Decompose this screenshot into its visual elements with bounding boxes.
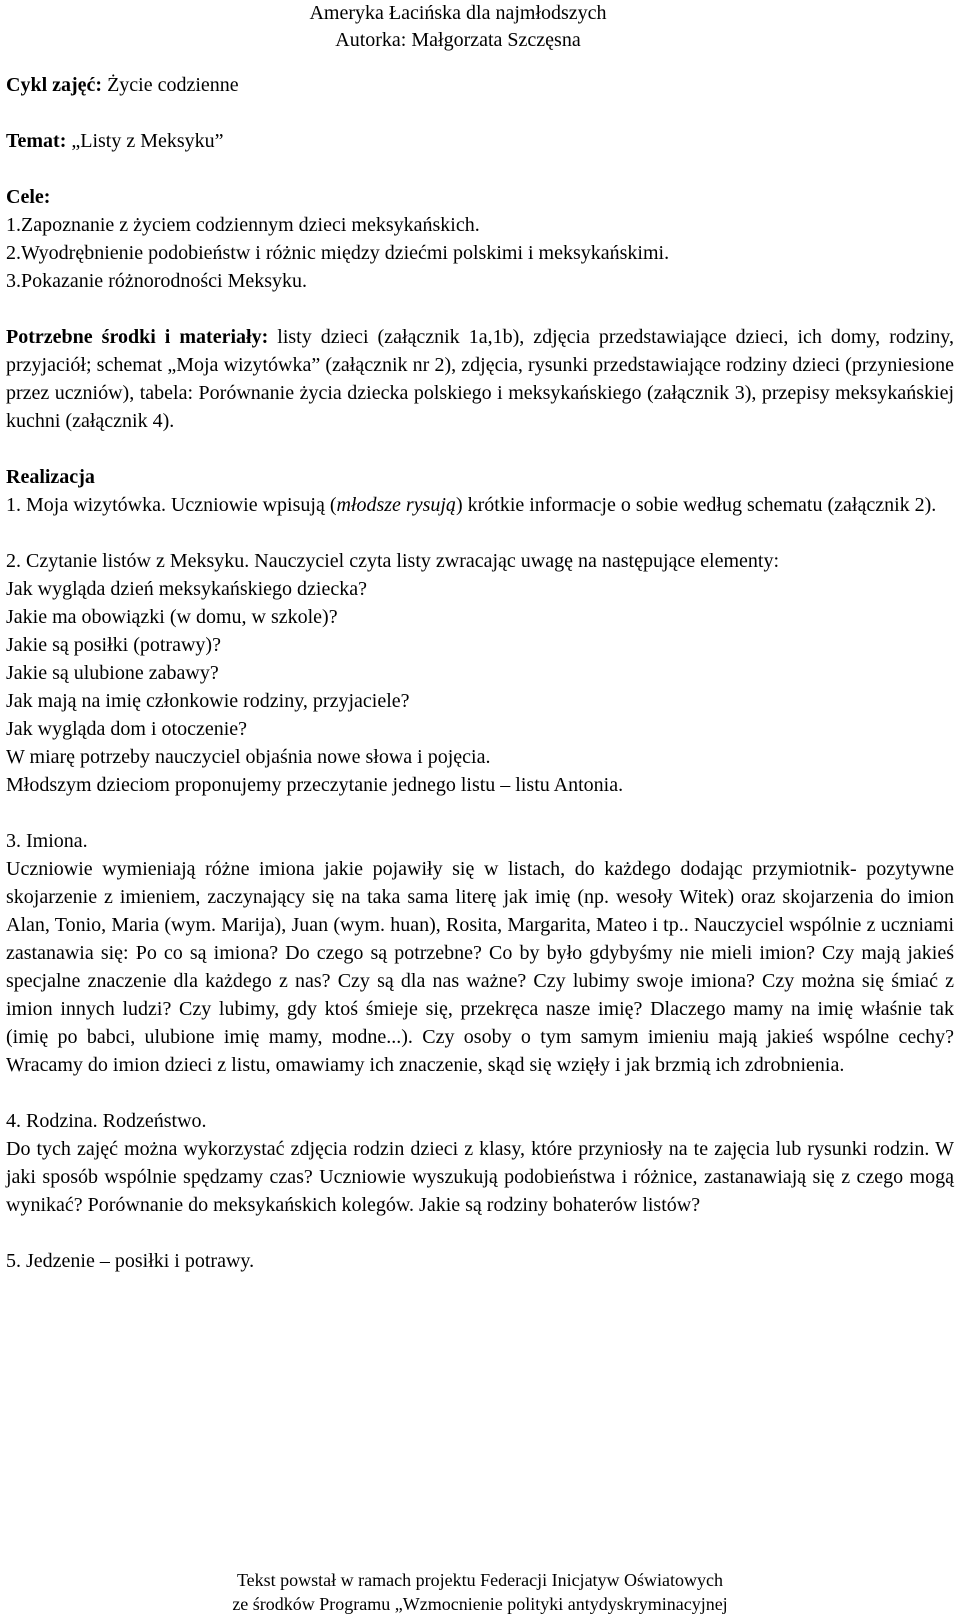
materials-text: listy dzieci (załącznik 1a,1b), zdjęcia przedstawiające dzieci, ich domy, rodziny, przyjaciół; schemat „Moja wizytówka” (załącznik nr 2), zdjęcia, rysunki przedstawiające rodziny dzieci (przyniesione przez uczniów), tabela: Porównanie życia dziecka polskiego i meksykańskiego (załącznik 3), przepisy meksykańskiej kuchni (załącznik 4).	[6, 326, 954, 432]
materials-paragraph	[6, 323, 954, 435]
goal-item-2: 2.Wyodrębnienie podobieństw i różnic między dziećmi polskimi i meksykańskimi.	[6, 242, 670, 264]
step5-heading: 5. Jedzenie – posiłki i potrawy.	[6, 1250, 255, 1272]
document-body	[6, 71, 954, 1275]
goals-heading: Cele:	[6, 186, 51, 208]
step2-note-2: Młodszym dzieciom proponujemy przeczytanie jednego listu – listu Antonia.	[6, 774, 624, 796]
step4-text: Do tych zajęć można wykorzystać zdjęcia rodzin dzieci z klasy, które przyniosły na te zajęcia lub rysunki rodzin. W jaki sposób wspólnie spędzamy czas? Uczniowie wyszukują podobieństwa i różnice, zastanawiają się z czego mogą wynikać? Porównanie do meksykańskich kolegów. Jakie są rodziny bohaterów listów?	[6, 1138, 954, 1216]
step2-intro: 2. Czytanie listów z Meksyku. Nauczyciel czyta listy zwracając uwagę na następujące elementy:	[6, 550, 780, 572]
cycle-label: Cykl zajęć:	[6, 74, 103, 96]
footer-line-2: ze środków Programu „Wzmocnienie polityki antydyskryminacyjnej	[232, 1594, 728, 1614]
step2-question-5: Jak mają na imię członkowie rodziny, przyjaciele?	[6, 690, 410, 712]
topic-value: „Listy z Meksyku”	[66, 130, 224, 152]
footer-line-1: Tekst powstał w ramach projektu Federacji Inicjatyw Oświatowych	[236, 1570, 724, 1590]
topic-label: Temat:	[6, 130, 67, 152]
topic-line	[6, 127, 954, 155]
goal-item-1: 1.Zapoznanie z życiem codziennym dzieci meksykańskich.	[6, 214, 480, 236]
cycle-value: Życie codzienne	[102, 74, 239, 96]
page-footer	[0, 1568, 960, 1616]
page-header	[248, 0, 668, 54]
step1-paragraph: 1. Moja wizytówka. Uczniowie wpisują (młodsze rysują) krótkie informacje o sobie według schematu (załącznik 2).	[6, 494, 937, 516]
goal-item-3: 3.Pokazanie różnorodności Meksyku.	[6, 270, 308, 292]
step4-heading: 4. Rodzina. Rodzeństwo.	[6, 1110, 207, 1132]
realization-heading: Realizacja	[6, 466, 95, 488]
step2-note-1: W miarę potrzeby nauczyciel objaśnia nowe słowa i pojęcia.	[6, 746, 491, 768]
step3-heading: 3. Imiona.	[6, 830, 88, 852]
header-author: Autorka: Małgorzata Szczęsna	[335, 29, 581, 51]
step3-text: Uczniowie wymieniają różne imiona jakie pojawiły się w listach, do każdego dodając przymiotnik- pozytywne skojarzenie z imieniem, zaczynający się na taka sama literę jak imię (np. wesoły Witek) oraz skojarzenia do imion Alan, Tonio, Maria (wym. Marija), Juan (wym. huan), Rosita, Margarita, Mateo i tp.. Nauczyciel wspólnie z uczniami zastanawia się: Po co są imiona? Do czego są potrzebne? Co by było gdybyśmy nie mieli imion? Czy mają jakieś specjalne znaczenie dla każdego z nas? Czy są dla nas ważne? Czy lubimy swoje imiona? Czy można się śmiać z imion innych ludzi? Czy lubimy, gdy ktoś śmieje się, przekręca nasze imię? Dlaczego mamy na imię właśnie tak (imię po babci, ulubione imię mamy, modne...). Czy osoby o tym samym imieniu mają jakieś wspólne cechy? Wracamy do imion dzieci z listu, omawiamy ich znaczenie, skąd się wzięły i jak brzmią ich zdrobnienia.	[6, 858, 954, 1076]
step2-question-4: Jakie są ulubione zabawy?	[6, 662, 219, 684]
cycle-line	[6, 71, 954, 99]
header-title: Ameryka Łacińska dla najmłodszych	[309, 2, 607, 24]
step2-question-1: Jak wygląda dzień meksykańskiego dziecka?	[6, 578, 367, 600]
step1-italic: młodsze rysują	[336, 494, 456, 516]
materials-label: Potrzebne środki i materiały:	[6, 326, 269, 348]
step2-question-2: Jakie ma obowiązki (w domu, w szkole)?	[6, 606, 338, 628]
step2-question-3: Jakie są posiłki (potrawy)?	[6, 634, 221, 656]
step2-question-6: Jak wygląda dom i otoczenie?	[6, 718, 248, 740]
